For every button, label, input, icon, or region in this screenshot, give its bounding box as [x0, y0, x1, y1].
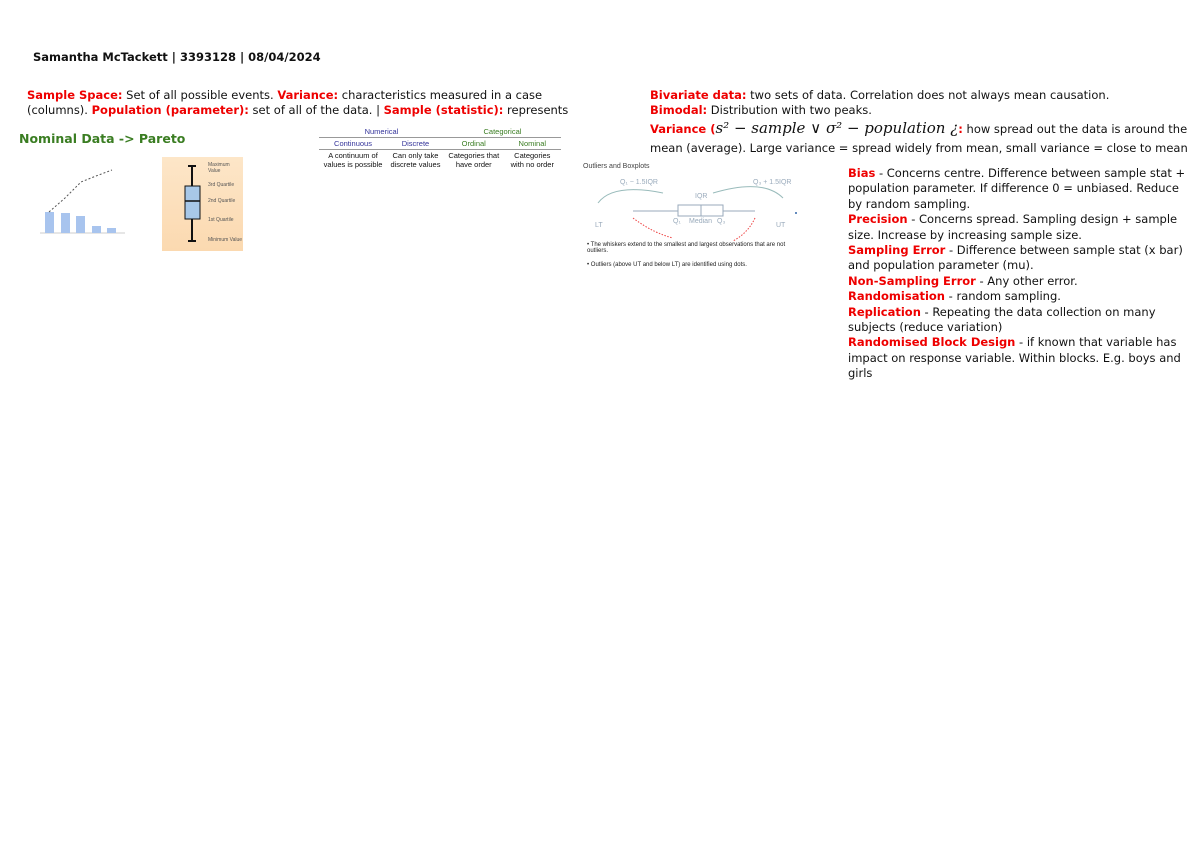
boxplot-label: Minimum Value	[208, 237, 243, 243]
label: UT	[776, 222, 786, 229]
boxplot-diagram-image	[162, 157, 243, 251]
label: IQR	[695, 193, 708, 200]
label: Q₃	[717, 218, 726, 225]
bullet: • The whiskers extend to the smallest and largest observations that are not outliers.	[587, 242, 786, 254]
sampling-terms	[848, 166, 1188, 382]
bullet: • Outliers (above UT and below LT) are identified using dots.	[587, 262, 747, 268]
section-heading: Nominal Data -> Pareto	[19, 131, 186, 146]
label: Q₃ + 1.5IQR	[753, 179, 792, 186]
table-cell: Categories that have order	[448, 151, 500, 169]
term: Bias	[848, 166, 876, 180]
boxplot-label: 2nd Quartile	[208, 198, 236, 204]
definitions-paragraph	[27, 88, 587, 119]
table-cell: Categories with no order	[510, 151, 554, 169]
term: Precision	[848, 212, 908, 227]
boxplot-label: Maximum Value	[208, 162, 230, 174]
bullet-text: Outliers (above UT and below LT) are identified using dots.	[590, 262, 747, 268]
table-header: Continuous	[319, 138, 387, 150]
definition: characteristics measured in a case (columns).	[27, 88, 543, 118]
table-group: Categorical	[444, 126, 561, 138]
term: Sample (statistic):	[383, 103, 504, 118]
term: Variance (	[650, 121, 716, 136]
right-top-paragraph	[650, 88, 1195, 156]
figure-title: Outliers and Boxplots	[583, 163, 650, 170]
definition: - if known that variable has impact on response variable. Within blocks. E.g. boys and girls	[848, 335, 1181, 381]
term: Replication	[848, 304, 921, 319]
table-header: Ordinal	[444, 138, 504, 150]
table-group: Numerical	[319, 126, 444, 138]
data-types-table	[319, 126, 561, 170]
definition: - Concerns centre. Difference between sample stat + population parameter. If difference 0 = unbiased. Reduce by random sampling.	[848, 166, 1186, 211]
definition: Set of all possible events.	[122, 88, 278, 102]
label: Q₁	[673, 218, 681, 225]
table-header: Discrete	[387, 138, 444, 150]
term: Variance:	[277, 88, 339, 102]
boxplot-label: 1st Quartile	[208, 217, 234, 223]
term: Sampling Error	[848, 243, 946, 258]
pareto-chart-image	[30, 160, 140, 270]
term: Randomised Block Design	[848, 335, 1016, 350]
variance-formula: s² − sample ∨ σ² − population ¿	[715, 118, 959, 137]
colon: :	[958, 121, 963, 136]
boxplot-label: 3rd Quartile	[208, 182, 235, 188]
definition: two sets of data. Correlation does not always mean causation.	[746, 88, 1110, 102]
definition: represents	[503, 103, 569, 118]
outliers-boxplot-image	[583, 163, 833, 275]
definition: how spread out the data is around the mean (average). Large variance = spread widely from mean, small variance = close to mean	[650, 121, 1188, 155]
bullet-text: The whiskers extend to the smallest and largest observations that are not outliers.	[587, 242, 786, 254]
table-cell: A continuum of values is possible	[323, 151, 383, 169]
label: LT	[595, 222, 603, 229]
term: Bivariate data:	[650, 88, 747, 102]
term: Population (parameter):	[91, 103, 249, 118]
label: Q₁ − 1.5IQR	[620, 179, 658, 186]
page-header: Samantha McTackett | 3393128 | 08/04/2024	[33, 50, 321, 64]
definition: Distribution with two peaks.	[707, 103, 872, 118]
term: Sample Space:	[27, 88, 123, 102]
term: Randomisation	[848, 289, 945, 304]
definition: - Concerns spread. Sampling design + sample size. Increase by increasing sample size.	[848, 212, 1178, 242]
term: Bimodal:	[650, 103, 708, 118]
label: Median	[689, 218, 712, 225]
definition: - Any other error.	[975, 273, 1078, 288]
table-header: Nominal	[504, 138, 561, 150]
definition: - Difference between sample stat (x bar) and population parameter (mu).	[848, 243, 1183, 273]
definition: - Repeating the data collection on many subjects (reduce variation)	[848, 304, 1156, 335]
definition: set of all of the data. |	[248, 103, 384, 118]
term: Non-Sampling Error	[848, 273, 976, 288]
table-cell: Can only take discrete values	[390, 151, 441, 169]
definition: - random sampling.	[945, 289, 1061, 304]
